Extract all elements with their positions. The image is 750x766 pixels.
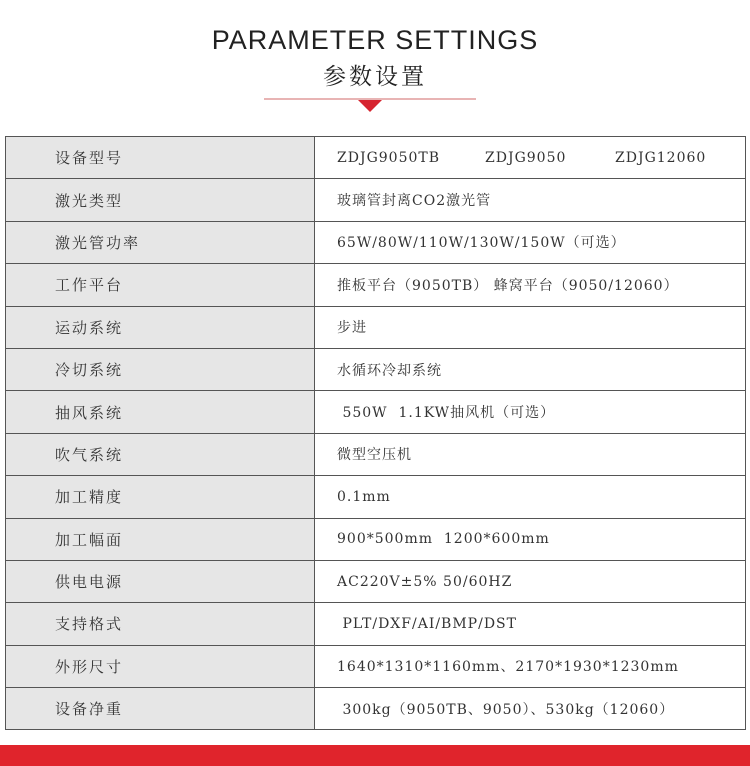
spec-table — [5, 136, 746, 730]
table-row — [6, 264, 746, 306]
table-row — [6, 688, 746, 730]
table-row — [6, 391, 746, 433]
table-row — [6, 221, 746, 263]
spec-value: 推板平台（9050TB） 蜂窝平台（9050/12060） — [315, 264, 746, 306]
table-row — [6, 137, 746, 179]
spec-label: 外形尺寸 — [6, 645, 315, 687]
spec-value — [315, 137, 746, 179]
spec-label: 加工幅面 — [6, 518, 315, 560]
model-value: ZDJG9050 — [485, 149, 567, 166]
spec-label: 冷切系统 — [6, 348, 315, 390]
spec-value: AC220V±5% 50/60HZ — [315, 560, 746, 602]
spec-value: 水循环冷却系统 — [315, 348, 746, 390]
page-header — [0, 0, 750, 120]
spec-label: 吹气系统 — [6, 433, 315, 475]
spec-label: 设备型号 — [6, 137, 315, 179]
spec-label: 激光类型 — [6, 179, 315, 221]
spec-label: 加工精度 — [6, 476, 315, 518]
spec-value: 0.1mm — [315, 476, 746, 518]
title-english: PARAMETER SETTINGS — [211, 25, 539, 55]
spec-value: 900*500mm 1200*600mm — [315, 518, 746, 560]
table-row — [6, 645, 746, 687]
table-row — [6, 348, 746, 390]
table-row — [6, 603, 746, 645]
spec-label: 支持格式 — [6, 603, 315, 645]
spec-label: 运动系统 — [6, 306, 315, 348]
spec-value: 步进 — [315, 306, 746, 348]
spec-value: 1640*1310*1160mm、2170*1930*1230mm — [315, 645, 746, 687]
spec-value: 300kg（9050TB、9050）、530kg（12060） — [315, 688, 746, 730]
table-row — [6, 560, 746, 602]
model-value: ZDJG12060 — [615, 149, 707, 166]
table-row — [6, 433, 746, 475]
model-value: ZDJG9050TB — [337, 149, 441, 166]
table-row — [6, 476, 746, 518]
spec-label: 供电电源 — [6, 560, 315, 602]
footer-bar — [0, 745, 750, 766]
spec-label: 设备净重 — [6, 688, 315, 730]
title-chinese: 参数设置 — [323, 64, 427, 90]
spec-value: 微型空压机 — [315, 433, 746, 475]
table-row — [6, 518, 746, 560]
spec-label: 工作平台 — [6, 264, 315, 306]
spec-value: 550W 1.1KW抽风机（可选） — [315, 391, 746, 433]
table-row — [6, 179, 746, 221]
spec-label: 抽风系统 — [6, 391, 315, 433]
spec-value: PLT/DXF/AI/BMP/DST — [315, 603, 746, 645]
spec-value: 玻璃管封离CO2激光管 — [315, 179, 746, 221]
triangle-down-icon — [358, 100, 382, 112]
spec-label: 激光管功率 — [6, 221, 315, 263]
table-row — [6, 306, 746, 348]
spec-value: 65W/80W/110W/130W/150W（可选） — [315, 221, 746, 263]
